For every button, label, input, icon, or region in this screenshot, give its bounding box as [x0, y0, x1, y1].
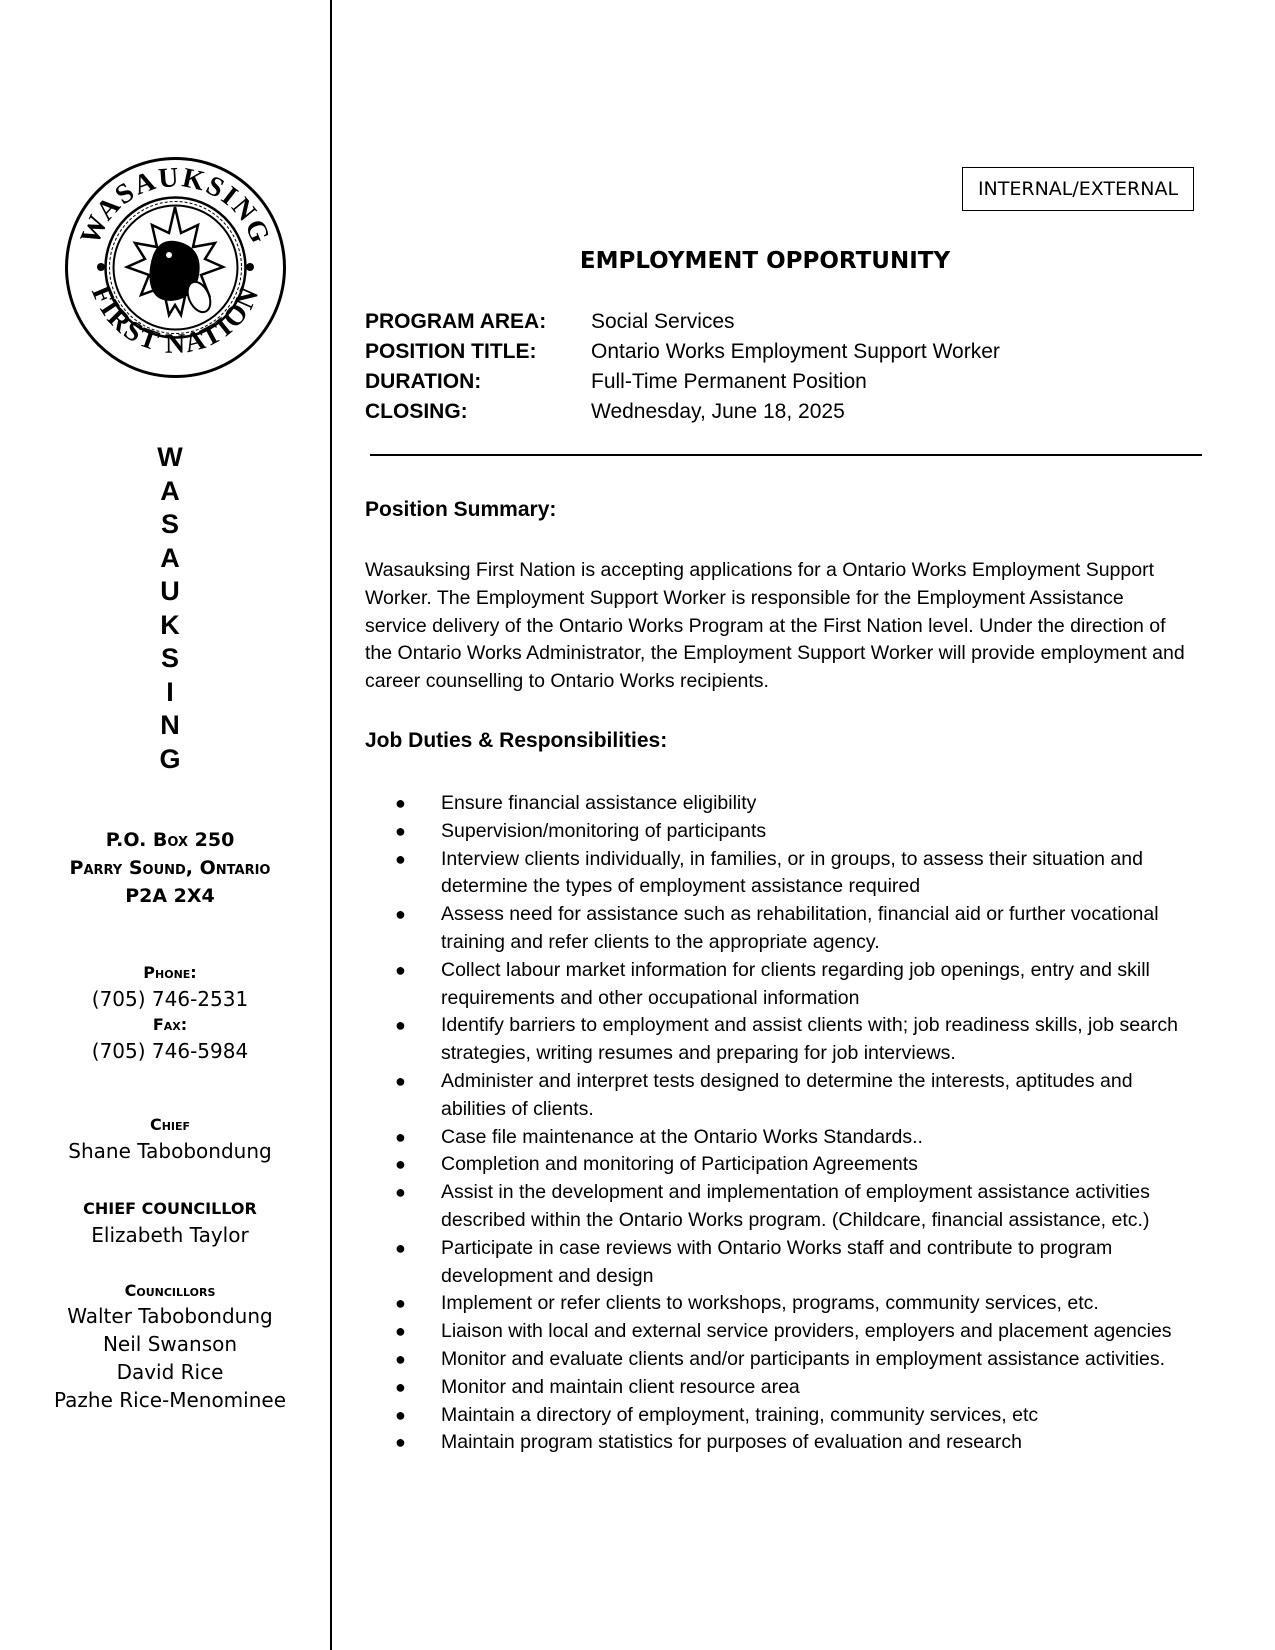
- sidebar: [0, 0, 330, 1650]
- duty-text: Liaison with local and external service providers, employers and placement agencies: [441, 1320, 1172, 1343]
- list-item: [395, 901, 1195, 957]
- detail-label: DURATION:: [365, 370, 482, 393]
- vertical-letter: W: [157, 442, 183, 472]
- chief-label: Chief: [149, 1115, 191, 1134]
- bullet-icon: ●: [395, 1376, 406, 1397]
- duty-text: Administer and interpret tests designed to determine the interests, aptitudes and abilities of clients.: [441, 1069, 1133, 1120]
- detail-label: CLOSING:: [365, 400, 468, 423]
- vertical-letter: I: [166, 676, 174, 707]
- duty-text: Assess need for assistance such as rehabilitation, financial aid or further vocational training and refer clients to the appropriate agency.: [441, 903, 1159, 953]
- fax-label: Fax:: [152, 1015, 188, 1034]
- chief-councillor-label: CHIEF COUNCILLOR: [83, 1199, 257, 1218]
- detail-row: [365, 337, 1185, 367]
- list-item: [395, 846, 1195, 902]
- chief-councillor-name: Elizabeth Taylor: [91, 1223, 249, 1247]
- bullet-icon: ●: [395, 1126, 406, 1147]
- chief-name: Shane Tabobondung: [68, 1139, 272, 1163]
- duty-text: Assist in the development and implementation of employment assistance activities described within the Ontario Works program. (Childcare, financial assistance, etc.): [441, 1181, 1150, 1231]
- bullet-icon: ●: [395, 1154, 406, 1175]
- vertical-community-name: [140, 441, 200, 776]
- councillor-name: Neil Swanson: [102, 1332, 238, 1356]
- bullet-icon: ●: [395, 1293, 406, 1314]
- duty-text: Collect labour market information for clients regarding job openings, entry and skill requirements and other occupational information: [441, 958, 1150, 1009]
- address-line: Parry Sound, Ontario: [69, 857, 271, 879]
- vertical-letter: A: [160, 475, 180, 506]
- vertical-letter: U: [160, 576, 180, 606]
- vertical-letter: G: [159, 743, 181, 774]
- duty-text: Ensure financial assistance eligibility: [441, 792, 757, 814]
- duties-list: [395, 790, 1195, 1457]
- list-item: [395, 1151, 1195, 1179]
- chief-block: [0, 1114, 340, 1166]
- vertical-letter: N: [160, 710, 180, 740]
- list-item: [395, 1179, 1195, 1235]
- vertical-letter: S: [160, 509, 179, 539]
- list-item: [395, 818, 1195, 846]
- councillors-block: [0, 1280, 340, 1414]
- phone-number: (705) 746-2531: [91, 987, 249, 1011]
- bullet-icon: ●: [395, 1348, 406, 1369]
- bullet-icon: ●: [395, 793, 406, 813]
- sidebar-divider: [330, 0, 332, 1650]
- bullet-icon: ●: [395, 1432, 406, 1453]
- wasauksing-logo-icon: [63, 155, 288, 380]
- vertical-letter: K: [160, 609, 180, 640]
- duty-text: Maintain a directory of employment, training, community services, etc: [441, 1403, 1039, 1426]
- phone-label: Phone:: [143, 963, 197, 982]
- duties-heading: Job Duties & Responsibilities:: [365, 729, 668, 752]
- svg-text:FIRST NATION: FIRST NATION: [85, 280, 267, 360]
- duty-text: Participate in case reviews with Ontario Works staff and contribute to program development and design: [441, 1236, 1113, 1287]
- vertical-letter: A: [160, 542, 180, 573]
- list-item: [395, 957, 1195, 1013]
- list-item: [395, 1374, 1195, 1402]
- bullet-icon: ●: [395, 959, 406, 980]
- detail-row: [365, 307, 1185, 337]
- mailing-address: [0, 826, 340, 910]
- detail-row: [365, 397, 1185, 427]
- duty-text: Supervision/monitoring of participants: [441, 819, 767, 842]
- councillor-name: David Rice: [116, 1360, 224, 1384]
- duty-text: Case file maintenance at the Ontario Works Standards..: [441, 1125, 923, 1148]
- bullet-icon: ●: [395, 1070, 406, 1091]
- detail-row: [365, 367, 1185, 397]
- bullet-icon: ●: [395, 1015, 406, 1036]
- duty-text: Monitor and maintain client resource area: [441, 1375, 800, 1398]
- duty-text: Implement or refer clients to workshops, programs, community services, etc.: [441, 1292, 1099, 1315]
- horizontal-rule: [370, 454, 1202, 456]
- fax-number: (705) 746-5984: [91, 1039, 249, 1063]
- bullet-icon: ●: [395, 1237, 406, 1258]
- detail-label: PROGRAM AREA:: [365, 310, 547, 333]
- detail-value: Social Services: [591, 310, 735, 333]
- list-item: [395, 1290, 1195, 1318]
- address-line: P.O. Box 250: [105, 829, 235, 851]
- bullet-icon: ●: [395, 820, 406, 841]
- contact-info: [0, 962, 340, 1066]
- bullet-icon: ●: [395, 904, 406, 925]
- posting-type-badge: INTERNAL/EXTERNAL: [962, 167, 1194, 211]
- bullet-icon: ●: [395, 848, 406, 869]
- duty-text: Monitor and evaluate clients and/or participants in employment assistance activities.: [441, 1347, 1166, 1370]
- councillor-name: Pazhe Rice-Menominee: [53, 1388, 287, 1412]
- chief-councillor-block: [0, 1198, 340, 1250]
- duty-text: Maintain program statistics for purposes of evaluation and research: [441, 1431, 1022, 1454]
- detail-value: Ontario Works Employment Support Worker: [591, 340, 1000, 363]
- list-item: [395, 1318, 1195, 1346]
- vertical-letter: S: [160, 643, 179, 673]
- list-item: [395, 1346, 1195, 1374]
- councillor-name: Walter Tabobondung: [67, 1304, 273, 1328]
- address-line: P2A 2X4: [125, 885, 215, 907]
- detail-label: POSITION TITLE:: [365, 340, 537, 363]
- duty-text: Interview clients individually, in families, or in groups, to assess their situation and determine the types of employment assistance required: [441, 847, 1143, 898]
- position-summary-heading: Position Summary:: [365, 498, 557, 521]
- bullet-icon: ●: [395, 1321, 406, 1342]
- list-item: [395, 1235, 1195, 1291]
- list-item: [395, 1402, 1195, 1430]
- bullet-icon: ●: [395, 1182, 406, 1203]
- position-details: [365, 307, 1185, 427]
- list-item: [395, 1124, 1195, 1152]
- list-item: [395, 790, 1195, 818]
- councillors-label: Councillors: [124, 1281, 216, 1300]
- page-title: EMPLOYMENT OPPORTUNITY: [579, 248, 951, 274]
- position-summary-text: Wasauksing First Nation is accepting applications for a Ontario Works Employment Support Worker. The Employment Support Worker is responsible for the Employment Assistance service delivery of the Ontario Works Program at the First Nation level. Under the direction of the Ontario Works Administrator, the Employment Support Worker will provide employment and career counselling to Ontario Works recipients.: [365, 559, 1185, 693]
- bullet-icon: ●: [395, 1404, 406, 1425]
- list-item: [395, 1068, 1195, 1124]
- duty-text: Identify barriers to employment and assist clients with; job readiness skills, job search strategies, writing resumes and preparing for job interviews.: [441, 1014, 1178, 1065]
- detail-value: Wednesday, June 18, 2025: [591, 400, 845, 423]
- list-item: [395, 1012, 1195, 1068]
- detail-value: Full-Time Permanent Position: [591, 370, 867, 393]
- duty-text: Completion and monitoring of Participation Agreements: [441, 1153, 918, 1176]
- list-item: [395, 1429, 1195, 1457]
- svg-text:WASAUKSING: WASAUKSING: [74, 161, 277, 250]
